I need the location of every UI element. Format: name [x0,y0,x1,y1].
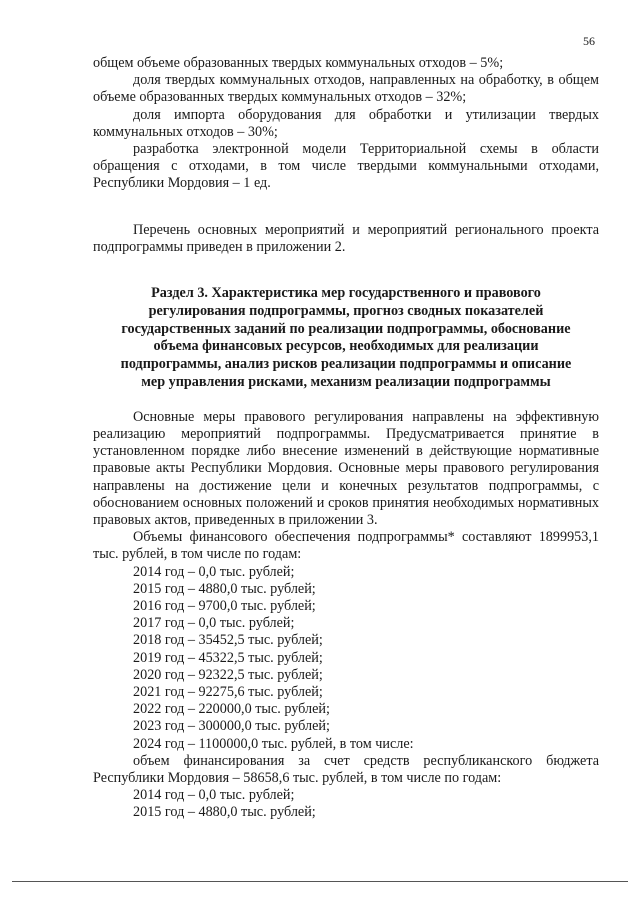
section-heading-line: регулирования подпрограммы, прогноз сводных показателей [148,302,544,319]
year-line: 2018 год – 35452,5 тыс. рублей; [133,632,323,649]
republic-paragraph: объем финансирования за счет средств республиканского бюджета Республики Мордовия – 58658,6 тыс. рублей, в том числе по годам: [93,752,599,787]
intro-line-4: разработка электронной модели Территориальной схемы в области обращения с отходами, в том числе твердыми коммунальными отходами, Республики Мордовия – 1 ед. [93,141,599,192]
republic-year-line: 2014 год – 0,0 тыс. рублей; [133,787,295,804]
year-line: 2023 год – 300000,0 тыс. рублей; [133,718,330,735]
year-line: 2017 год – 0,0 тыс. рублей; [133,615,295,632]
section-heading-line: подпрограммы, анализ рисков реализации подпрограммы и описание [120,356,572,373]
section-heading-line: государственных заданий по реализации подпрограммы, обоснование [121,320,571,337]
year-line: 2015 год – 4880,0 тыс. рублей; [133,580,316,597]
section-heading-line: Раздел 3. Характеристика мер государственного и правового [151,285,541,302]
scan-bottom-edge [12,881,628,882]
intro-line-1: общем объеме образованных твердых коммунальных отходов – 5%; [93,55,504,71]
finance-paragraph: Объемы финансового обеспечения подпрограммы* составляют 1899953,1 тыс. рублей, в том числе по годам: [93,529,599,563]
republic-year-line: 2015 год – 4880,0 тыс. рублей; [133,804,316,821]
intro-line-2: доля твердых коммунальных отходов, направленных на обработку, в общем объеме образованных твердых коммунальных отходов – 32%; [93,72,599,106]
page-number: 56 [583,34,595,48]
year-line: 2014 год – 0,0 тыс. рублей; [133,563,295,580]
section-heading-line: объема финансовых ресурсов, необходимых для реализации [153,338,539,355]
year-line: 2024 год – 1100000,0 тыс. рублей, в том числе: [133,735,414,752]
section-heading-line: мер управления рисками, механизм реализации подпрограммы [141,374,551,391]
section-heading [93,285,599,392]
year-line: 2016 год – 9700,0 тыс. рублей; [133,598,316,615]
year-line: 2019 год – 45322,5 тыс. рублей; [133,649,323,666]
perechen-paragraph: Перечень основных мероприятий и мероприятий регионального проекта подпрограммы приведен в приложении 2. [93,221,599,255]
intro-line-3: доля импорта оборудования для обработки и утилизации твердых коммунальных отходов – 30%; [93,106,599,140]
document-body [93,55,599,822]
measures-paragraph: Основные меры правового регулирования направлены на эффективную реализацию мероприятий подпрограммы. Предусматривается принятие в установленном порядке либо внесение изменений в действующие нормативные правовые акты Республики Мордовия. Основные меры правового регулирования направлены на достижение цели и конечных результатов подпрограммы, с обоснованием основных положений и сроков принятия необходимых нормативных правовых актов, приведенных в приложении 3. [93,408,599,529]
year-line: 2021 год – 92275,6 тыс. рублей; [133,684,323,701]
year-line: 2022 год – 220000,0 тыс. рублей; [133,701,330,718]
year-line: 2020 год – 92322,5 тыс. рублей; [133,666,323,683]
